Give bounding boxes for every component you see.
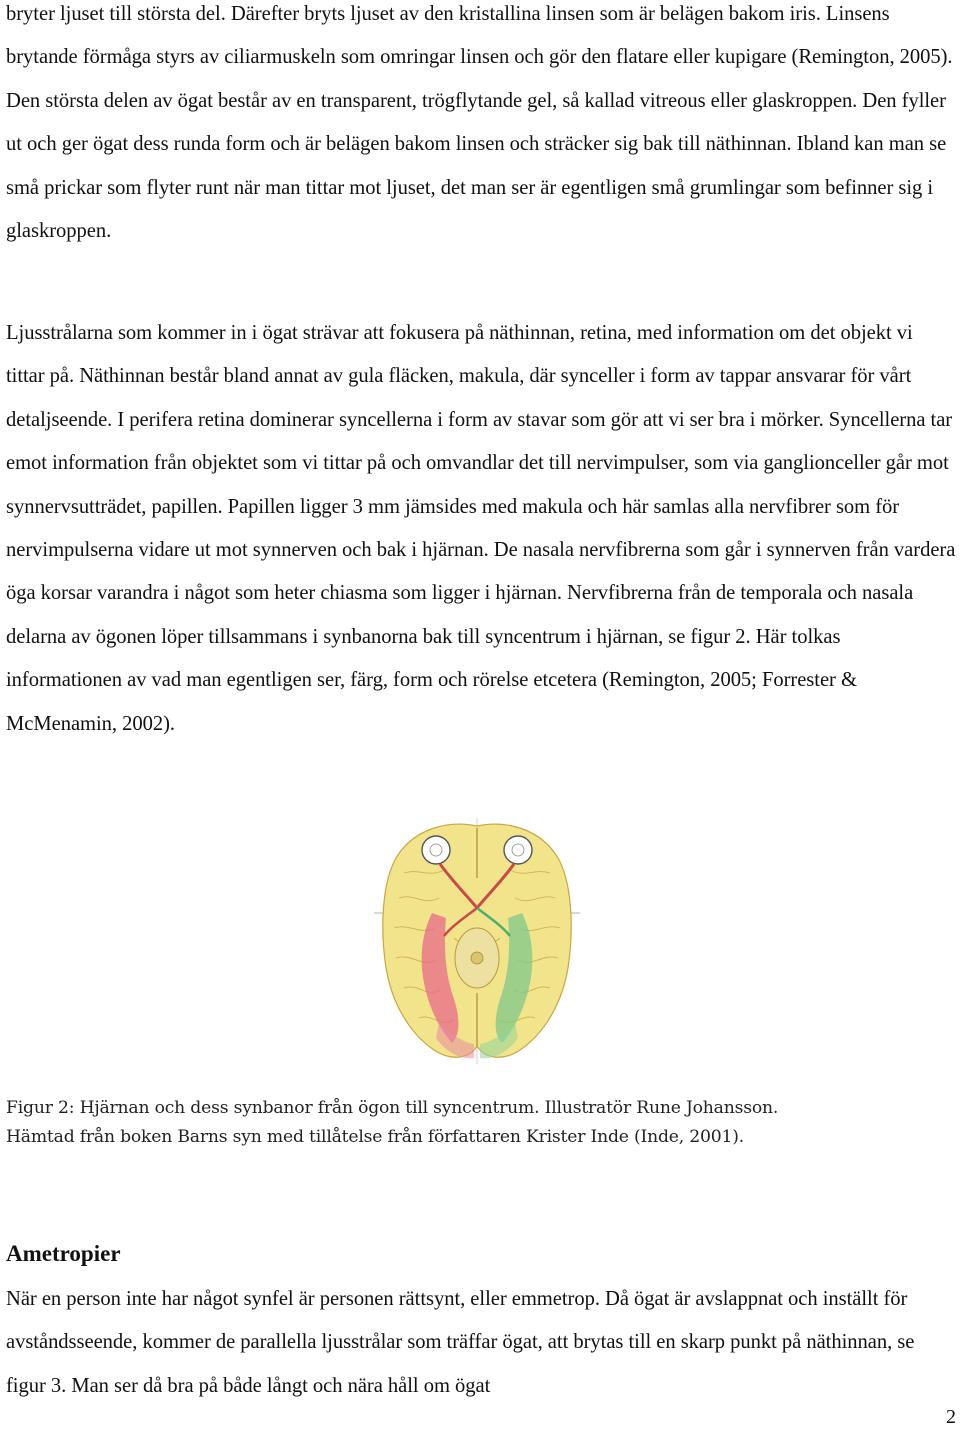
brain-illustration	[374, 818, 580, 1064]
caption-line-2: Hämtad från boken Barns syn med tillåtelse från författaren Krister Inde (Inde, 2001).	[6, 1127, 744, 1147]
right-eye	[504, 836, 532, 864]
paragraph-vitreous: bryter ljuset till största del. Därefter bryts ljuset av den kristallina linsen som är belägen bakom iris. Linsens brytande förmåga styrs av ciliarmuskeln som omringar linsen och gör den flatare eller kupigare (Remington, 2005). Den största delen av ögat består av en transparent, trögflytande gel, så kallad vitreous eller glaskroppen. Den fyller ut och ger ögat dess runda form och är belägen bakom linsen och sträcker sig bak till näthinnan. Ibland kan man se små prickar som flyter runt när man tittar mot ljuset, det man ser är egentligen små grumlingar som befinner sig i glaskroppen.	[6, 3, 953, 243]
left-eye	[422, 836, 450, 864]
paragraph-emmetropia: När en person inte har något synfel är personen rättsynt, eller emmetrop. Då ögat är avslappnat och inställt för avståndsseende, kommer de parallella ljusstrålar som träffar ögat, att brytas till en skarp punkt på näthinnan, se figur 3. Man ser då bra på både långt och nära håll om ögat	[6, 1288, 915, 1397]
section-heading: Ametropier	[6, 1241, 121, 1266]
caption-line-1: Figur 2: Hjärnan och dess synbanor från ögon till syncentrum. Illustratör Rune Johansson.	[6, 1098, 779, 1118]
page-number: 2	[946, 1406, 956, 1428]
paragraph-retina: Ljusstrålarna som kommer in i ögat strävar att fokusera på näthinnan, retina, med information om det objekt vi tittar på. Näthinnan består bland annat av gula fläcken, makula, där synceller i form av tappar ansvarar för vårt detaljseende. I perifera retina dominerar syncellerna i form av stavar som gör att vi ser bra i mörker. Syncellerna tar emot information från objektet som vi tittar på och omvandlar det till nervimpulser, som via ganglionceller går mot synnervsutträdet, papillen. Papillen ligger 3 mm jämsides med makula och här samlas alla nervfibrer som för nervimpulserna vidare ut mot synnerven och bak i hjärnan. De nasala nervfibrerna som går i synnerven från vardera öga korsar varandra i något som heter chiasma som ligger i hjärnan. Nervfibrerna från de temporala och nasala delarna av ögonen löper tillsammans i synbanorna bak till syncentrum i hjärnan, se figur 2. Här tolkas informationen av vad man egentligen ser, färg, form och rörelse etcetera (Remington, 2005; Forrester & McMenamin, 2002).	[6, 322, 956, 735]
brain-visual-pathway-figure	[374, 818, 580, 1064]
figure-caption	[6, 1094, 956, 1152]
